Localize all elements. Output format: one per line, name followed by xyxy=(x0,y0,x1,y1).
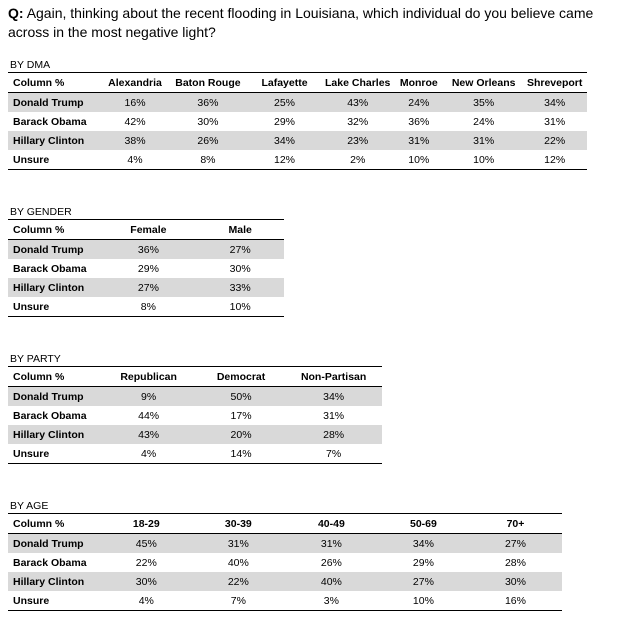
header-row xyxy=(8,514,562,534)
column-header: Democrat xyxy=(197,367,285,387)
cell-value: 2% xyxy=(323,150,393,170)
cell-value: 26% xyxy=(320,556,342,569)
column-header: Non-Partisan xyxy=(285,367,382,387)
column-header: Male xyxy=(196,220,284,240)
row-label: Unsure xyxy=(8,150,100,170)
cell-value: 3% xyxy=(285,591,378,611)
column-header: 40-49 xyxy=(285,514,378,534)
corner-label: Column % xyxy=(8,220,100,240)
table-row xyxy=(8,406,382,425)
cell-value: 27% xyxy=(100,278,196,297)
row-label: Unsure xyxy=(8,297,100,317)
column-header: Lake Charles xyxy=(323,73,393,93)
section-gender xyxy=(8,205,284,317)
section-age xyxy=(8,499,562,611)
cell-value: 12% xyxy=(522,150,587,170)
cell-value: 23% xyxy=(323,131,393,150)
table-row xyxy=(8,259,284,278)
cell-value: 34% xyxy=(378,534,469,554)
crosstab-table xyxy=(8,514,562,611)
cell-value: 31% xyxy=(544,115,566,128)
table-row xyxy=(8,131,587,150)
cell-value: 4% xyxy=(100,444,196,464)
column-header: 30-39 xyxy=(192,514,285,534)
cell-value: 10% xyxy=(445,150,522,170)
cell-value: 45% xyxy=(101,534,192,554)
cell-value: 42% xyxy=(124,115,146,128)
cell-value: 27% xyxy=(196,240,284,260)
cell-value: 34% xyxy=(246,131,323,150)
column-header: 70+ xyxy=(469,514,562,534)
cell-value: 25% xyxy=(246,93,323,113)
row-label: Barack Obama xyxy=(13,556,87,569)
cell-value: 36% xyxy=(170,93,247,113)
table-row xyxy=(8,572,562,591)
cell-value: 40% xyxy=(227,556,249,569)
column-header: Alexandria xyxy=(100,73,169,93)
cell-value: 35% xyxy=(445,93,522,113)
section-dma xyxy=(8,58,587,170)
section-title: BY GENDER xyxy=(8,205,284,220)
cell-value: 30% xyxy=(469,572,562,591)
row-label: Hillary Clinton xyxy=(8,572,101,591)
row-label: Donald Trump xyxy=(8,534,101,554)
header-row xyxy=(8,367,382,387)
cell-value: 24% xyxy=(393,93,445,113)
table-row xyxy=(8,297,284,317)
row-label: Unsure xyxy=(8,444,100,464)
cell-value: 9% xyxy=(100,387,196,407)
row-label: Hillary Clinton xyxy=(8,425,100,444)
cell-value: 22% xyxy=(135,556,157,569)
table-row xyxy=(8,425,382,444)
cell-value: 28% xyxy=(285,425,382,444)
cell-value: 20% xyxy=(197,425,285,444)
cell-value: 4% xyxy=(101,591,192,611)
row-label: Hillary Clinton xyxy=(8,278,100,297)
table-row xyxy=(8,387,382,407)
question-prefix: Q: xyxy=(8,5,24,21)
cell-value: 28% xyxy=(504,556,526,569)
table-row xyxy=(8,444,382,464)
cell-value: 27% xyxy=(378,572,469,591)
table-row xyxy=(8,534,562,554)
row-label: Donald Trump xyxy=(8,93,100,113)
cell-value: 7% xyxy=(192,591,285,611)
column-header: Monroe xyxy=(393,73,445,93)
cell-value: 30% xyxy=(229,262,251,275)
column-header: Lafayette xyxy=(246,73,323,93)
cell-value: 31% xyxy=(192,534,285,554)
cell-value: 8% xyxy=(100,297,196,317)
table-row xyxy=(8,93,587,113)
corner-label: Column % xyxy=(8,514,101,534)
cell-value: 50% xyxy=(197,387,285,407)
column-header: Baton Rouge xyxy=(170,73,247,93)
cell-value: 14% xyxy=(197,444,285,464)
cell-value: 30% xyxy=(101,572,192,591)
cell-value: 31% xyxy=(323,409,345,422)
cell-value: 24% xyxy=(473,115,495,128)
cell-value: 36% xyxy=(408,115,430,128)
cell-value: 34% xyxy=(285,387,382,407)
corner-label: Column % xyxy=(8,73,100,93)
corner-label: Column % xyxy=(8,367,100,387)
cell-value: 29% xyxy=(273,115,295,128)
row-label: Donald Trump xyxy=(8,240,100,260)
cell-value: 16% xyxy=(100,93,169,113)
cell-value: 29% xyxy=(412,556,434,569)
cell-value: 16% xyxy=(469,591,562,611)
cell-value: 29% xyxy=(137,262,159,275)
section-title: BY PARTY xyxy=(8,352,382,367)
cell-value: 10% xyxy=(196,297,284,317)
table-row xyxy=(8,553,562,572)
cell-value: 44% xyxy=(138,409,160,422)
question-text xyxy=(8,4,628,42)
column-header: 18-29 xyxy=(101,514,192,534)
cell-value: 17% xyxy=(230,409,252,422)
header-row xyxy=(8,73,587,93)
cell-value: 22% xyxy=(192,572,285,591)
cell-value: 27% xyxy=(469,534,562,554)
cell-value: 43% xyxy=(100,425,196,444)
row-label: Donald Trump xyxy=(8,387,100,407)
section-title: BY DMA xyxy=(8,58,587,73)
cell-value: 30% xyxy=(197,115,219,128)
column-header: Republican xyxy=(100,367,196,387)
cell-value: 12% xyxy=(246,150,323,170)
column-header: 50-69 xyxy=(378,514,469,534)
cell-value: 8% xyxy=(170,150,247,170)
cell-value: 26% xyxy=(170,131,247,150)
cell-value: 10% xyxy=(393,150,445,170)
crosstab-table xyxy=(8,73,587,170)
cell-value: 34% xyxy=(522,93,587,113)
cell-value: 10% xyxy=(378,591,469,611)
cell-value: 43% xyxy=(323,93,393,113)
cell-value: 33% xyxy=(196,278,284,297)
cell-value: 31% xyxy=(393,131,445,150)
column-header: Shreveport xyxy=(522,73,587,93)
table-row xyxy=(8,150,587,170)
row-label: Hillary Clinton xyxy=(8,131,100,150)
cell-value: 7% xyxy=(285,444,382,464)
column-header: New Orleans xyxy=(445,73,522,93)
cell-value: 40% xyxy=(285,572,378,591)
cell-value: 4% xyxy=(100,150,169,170)
cell-value: 36% xyxy=(100,240,196,260)
row-label: Barack Obama xyxy=(13,115,87,128)
header-row xyxy=(8,220,284,240)
cell-value: 31% xyxy=(445,131,522,150)
cell-value: 38% xyxy=(100,131,169,150)
cell-value: 32% xyxy=(347,115,369,128)
row-label: Barack Obama xyxy=(13,409,87,422)
crosstab-table xyxy=(8,220,284,317)
section-party xyxy=(8,352,382,464)
column-header: Female xyxy=(100,220,196,240)
table-row xyxy=(8,240,284,260)
table-row xyxy=(8,278,284,297)
cell-value: 22% xyxy=(522,131,587,150)
row-label: Barack Obama xyxy=(13,262,87,275)
cell-value: 31% xyxy=(285,534,378,554)
table-row xyxy=(8,591,562,611)
section-title: BY AGE xyxy=(8,499,562,514)
row-label: Unsure xyxy=(8,591,101,611)
crosstab-table xyxy=(8,367,382,464)
question-body: Again, thinking about the recent flooding in Louisiana, which individual do you believe came across in the most negative light? xyxy=(8,5,594,40)
table-row xyxy=(8,112,587,131)
